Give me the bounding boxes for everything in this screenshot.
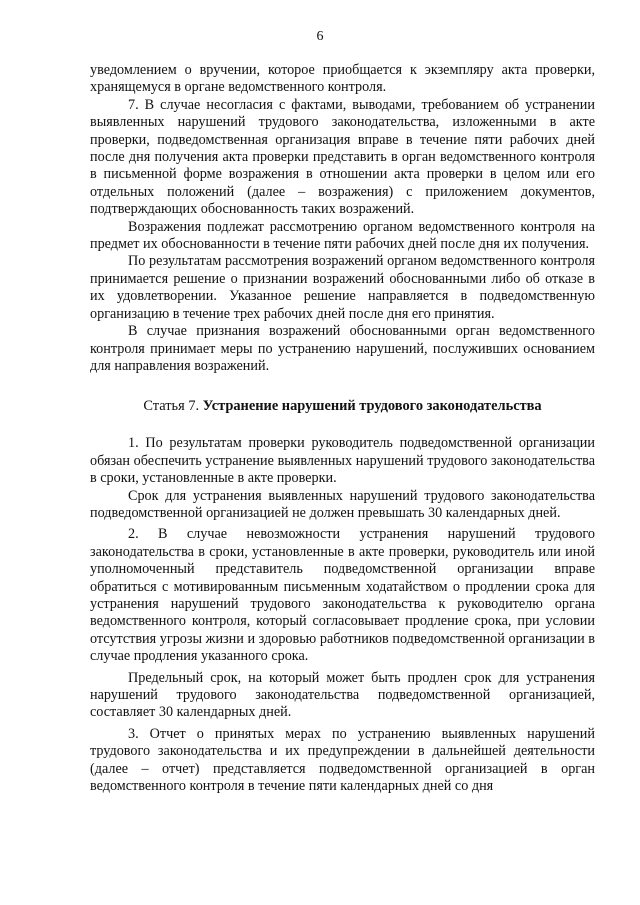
paragraph-item-2: 2. В случае невозможности устранения нарушений трудового законодательства в сроки, установленные в акте проверки, руководитель или иной уполномоченный представитель подведомственной организации вправе обратиться с мотивированным письменным ходатайством о продлении срока для устранения нарушений трудового законодательства к руководителю органа ведомственного контроля, который согласовывает продление срока, при условии отсутствия угрозы жизни и здоровью работников подведомственной организации в случае продления указанного срока.	[90, 526, 595, 665]
paragraph-objections-review: Возражения подлежат рассмотрению органом ведомственного контроля на предмет их обоснованности в течение пяти рабочих дней после дня их получения.	[90, 218, 595, 253]
document-body	[90, 62, 595, 795]
paragraph-continuation: уведомлением о вручении, которое приобщается к экземпляру акта проверки, хранящемуся в органе ведомственного контроля.	[90, 62, 595, 96]
article-title: Устранение нарушений трудового законодательства	[202, 398, 542, 415]
page-number: 6	[316, 29, 324, 44]
paragraph-item-7: 7. В случае несогласия с фактами, выводами, требованием об устранении выявленных нарушений трудового законодательства, изложенными в акте проверки, подведомственная организация вправе в течение пяти рабочих дней после дня получения акта проверки представить в орган ведомственного контроля в письменной форме возражения в отношении акта проверки в целом или его отдельных положений (далее – возражения) с приложением документов, подтверждающих обоснованность таких возражений.	[90, 96, 595, 218]
paragraph-max-deadline: Предельный срок, на который может быть продлен срок для устранения нарушений трудового законодательства подведомственной организацией, составляет 30 календарных дней.	[90, 669, 595, 721]
article-heading	[90, 397, 595, 415]
paragraph-objections-decision: По результатам рассмотрения возражений органом ведомственного контроля принимается решение о признании возражений обоснованными либо об отказе в их удовлетворении. Указанное решение направляется в подведомственную организацию в течение трех рабочих дней после дня его принятия.	[90, 253, 595, 322]
paragraph-item-1: 1. По результатам проверки руководитель подведомственной организации обязан обеспечить устранение выявленных нарушений трудового законодательства в сроки, установленные в акте проверки.	[90, 435, 595, 487]
paragraph-deadline: Срок для устранения выявленных нарушений трудового законодательства подведомственной организацией не должен превышать 30 календарных дней.	[90, 487, 595, 521]
article-label: Статья 7.	[143, 398, 200, 415]
paragraph-objections-accepted: В случае признания возражений обоснованными орган ведомственного контроля принимает меры по устранению нарушений, послуживших основанием для направления возражений.	[90, 323, 595, 374]
paragraph-item-3: 3. Отчет о принятых мерах по устранению выявленных нарушений трудового законодательства и их предупреждении в дальнейшей деятельности (далее – отчет) представляется подведомственной организацией в орган ведомственного контроля в течение пяти календарных дней со дня	[90, 725, 595, 795]
